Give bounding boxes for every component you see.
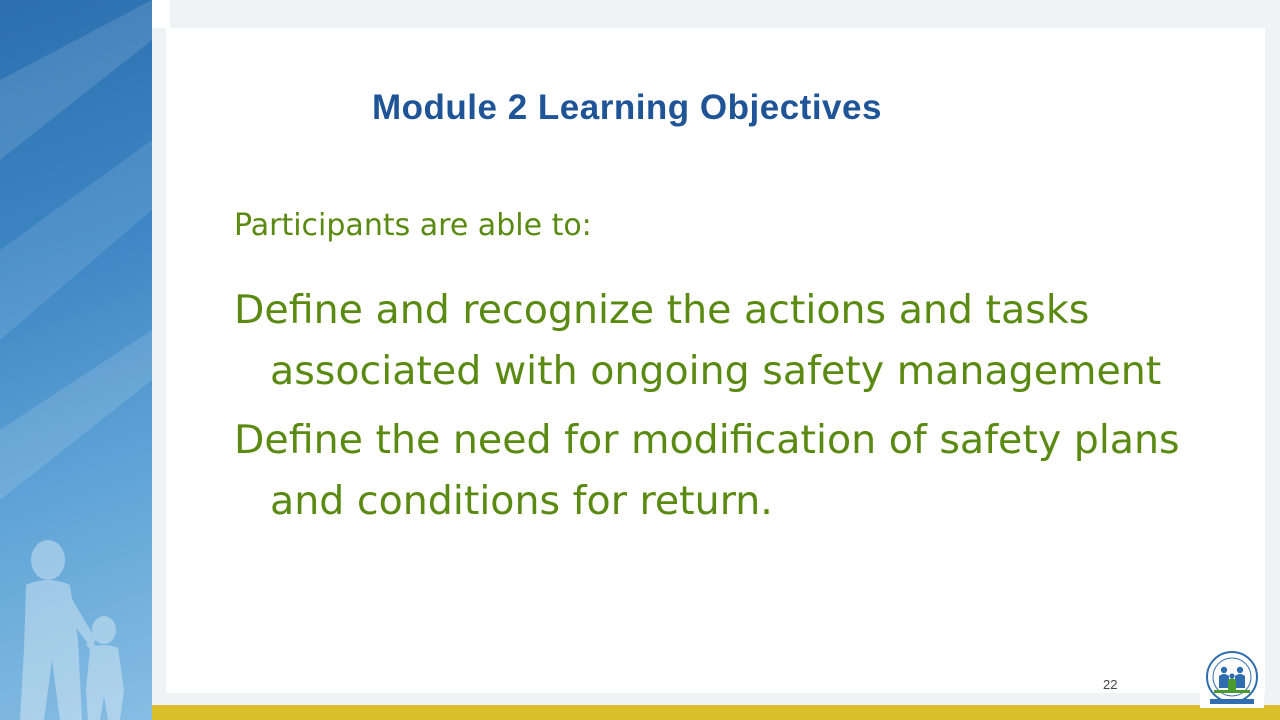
bottom-accent-bar [152, 705, 1280, 720]
department-seal-logo [1200, 650, 1264, 708]
objective-item: Define and recognize the actions and tasks associated with ongoing safety management [234, 287, 1162, 394]
slide-title: Module 2 Learning Objectives [372, 88, 882, 127]
objectives-list [234, 280, 1194, 540]
top-edge-sliver [152, 0, 170, 28]
parent-child-silhouette-image [0, 0, 152, 720]
left-decorative-panel [0, 0, 152, 720]
objective-item: Define the need for modification of safety plans and conditions for return. [234, 417, 1180, 524]
intro-text: Participants are able to: [234, 208, 592, 243]
seal-icon [1200, 650, 1264, 708]
slide-number: 22 [1103, 677, 1118, 692]
